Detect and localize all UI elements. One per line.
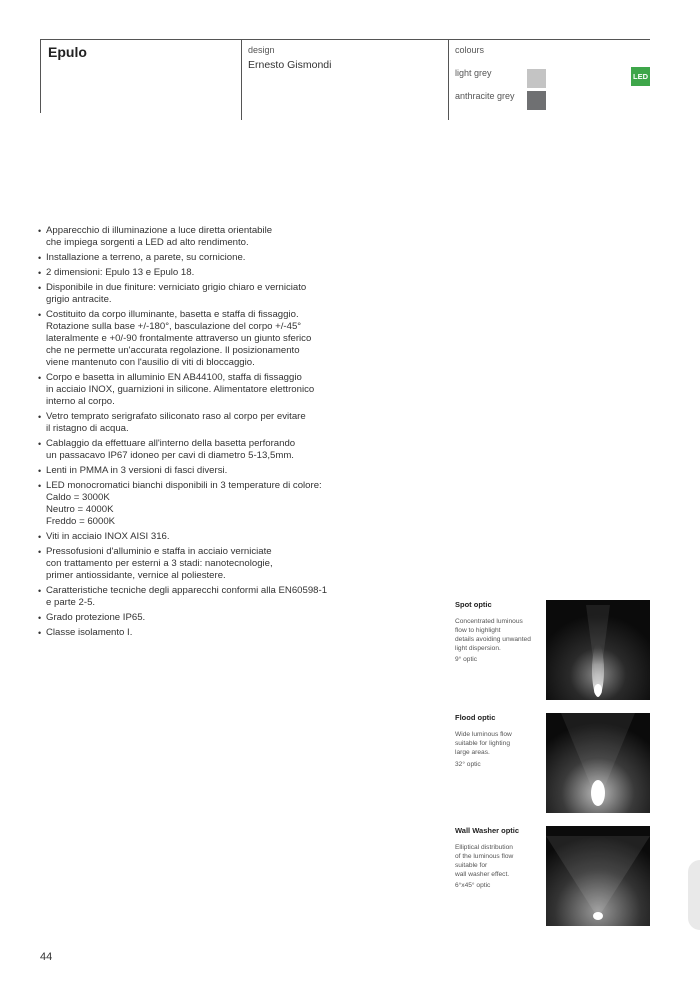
feature-item: • Apparecchio di illuminazione a luce diretta orientabile che impiega sorgenti a LED ad alto rendimento.: [38, 225, 348, 249]
spot-optic-light-image: [546, 600, 650, 700]
anthracite-grey-swatch: [527, 91, 546, 110]
feature-item: • LED monocromatici bianchi disponibili in 3 temperature di colore: Caldo = 3000K Neutro = 4000K Freddo = 6000K: [38, 480, 348, 528]
feature-item: • Pressofusioni d'alluminio e staffa in acciaio verniciate con trattamento per esterni a 3 stadi: nanotecnologie, primer antiossidante, vernice al poliestere.: [38, 546, 348, 582]
colours-label: colours: [455, 45, 485, 55]
page-edge-tab: [688, 860, 700, 930]
flood-optic-title: Flood optic: [455, 713, 496, 722]
colour-name-light-grey: light grey: [455, 68, 492, 78]
page-number: 44: [40, 951, 53, 963]
flood-optic-description: Wide luminous flow suitable for lighting large areas.: [455, 731, 512, 756]
feature-item: • Lenti in PMMA in 3 versioni di fasci diversi.: [38, 465, 348, 477]
feature-item: • Installazione a terreno, a parete, su cornicione.: [38, 252, 348, 264]
wall-washer-optic-light-image: [546, 826, 650, 926]
light-grey-swatch: [527, 69, 546, 88]
header-divider-left: [40, 39, 41, 113]
feature-item: • Classe isolamento I.: [38, 627, 348, 639]
flood-optic-light-image: [546, 713, 650, 813]
wall-washer-optic-degree: 6°x45° optic: [455, 882, 491, 889]
header-top-rule: [40, 39, 650, 40]
feature-item: • Disponibile in due finiture: verniciato grigio chiaro e verniciato grigio antracite.: [38, 282, 348, 306]
spot-optic-degree: 9° optic: [455, 656, 478, 663]
header-divider-design: [241, 39, 242, 120]
colour-name-anthracite-grey: anthracite grey: [455, 91, 515, 101]
header-divider-colours: [448, 39, 449, 120]
designer-name: Ernesto Gismondi: [248, 59, 332, 71]
feature-item: • Corpo e basetta in alluminio EN AB44100, staffa di fissaggio in acciaio INOX, guarnizioni in silicone. Alimentatore elettronico interno al corpo.: [38, 372, 348, 408]
feature-item: • 2 dimensioni: Epulo 13 e Epulo 18.: [38, 267, 348, 279]
wall-washer-optic-title: Wall Washer optic: [455, 826, 520, 835]
feature-item: • Cablaggio da effettuare all'interno della basetta perforando un passacavo IP67 idoneo per cavi di diametro 5-13,5mm.: [38, 438, 348, 462]
feature-item: • Caratteristiche tecniche degli apparecchi conformi alla EN60598-1 e parte 2-5.: [38, 585, 348, 609]
feature-item: • Grado protezione IP65.: [38, 612, 348, 624]
feature-item: • Costituito da corpo illuminante, basetta e staffa di fissaggio. Rotazione sulla base +/-180°, basculazione del corpo +/-45° lateralmente e +0/-90 frontalmente attraverso un giunto sferico che ne permette un'accurata regolazione. Il posizionamento viene mantenuto con l'ausilio di viti di bloccaggio.: [38, 309, 348, 369]
wall-washer-optic-description: Elliptical distribution of the luminous flow suitable for wall washer effect.: [455, 844, 514, 878]
spot-optic-description: Concentrated luminous flow to highlight details avoiding unwanted light dispersion.: [455, 618, 531, 652]
feature-list: [38, 225, 348, 642]
product-title: Epulo: [48, 44, 87, 60]
flood-optic-degree: 32° optic: [455, 761, 481, 768]
design-label: design: [248, 45, 275, 55]
led-badge: LED: [631, 67, 650, 86]
feature-item: • Vetro temprato serigrafato siliconato raso al corpo per evitare il ristagno di acqua.: [38, 411, 348, 435]
feature-item: • Viti in acciaio INOX AISI 316.: [38, 531, 348, 543]
spot-optic-title: Spot optic: [455, 600, 492, 609]
